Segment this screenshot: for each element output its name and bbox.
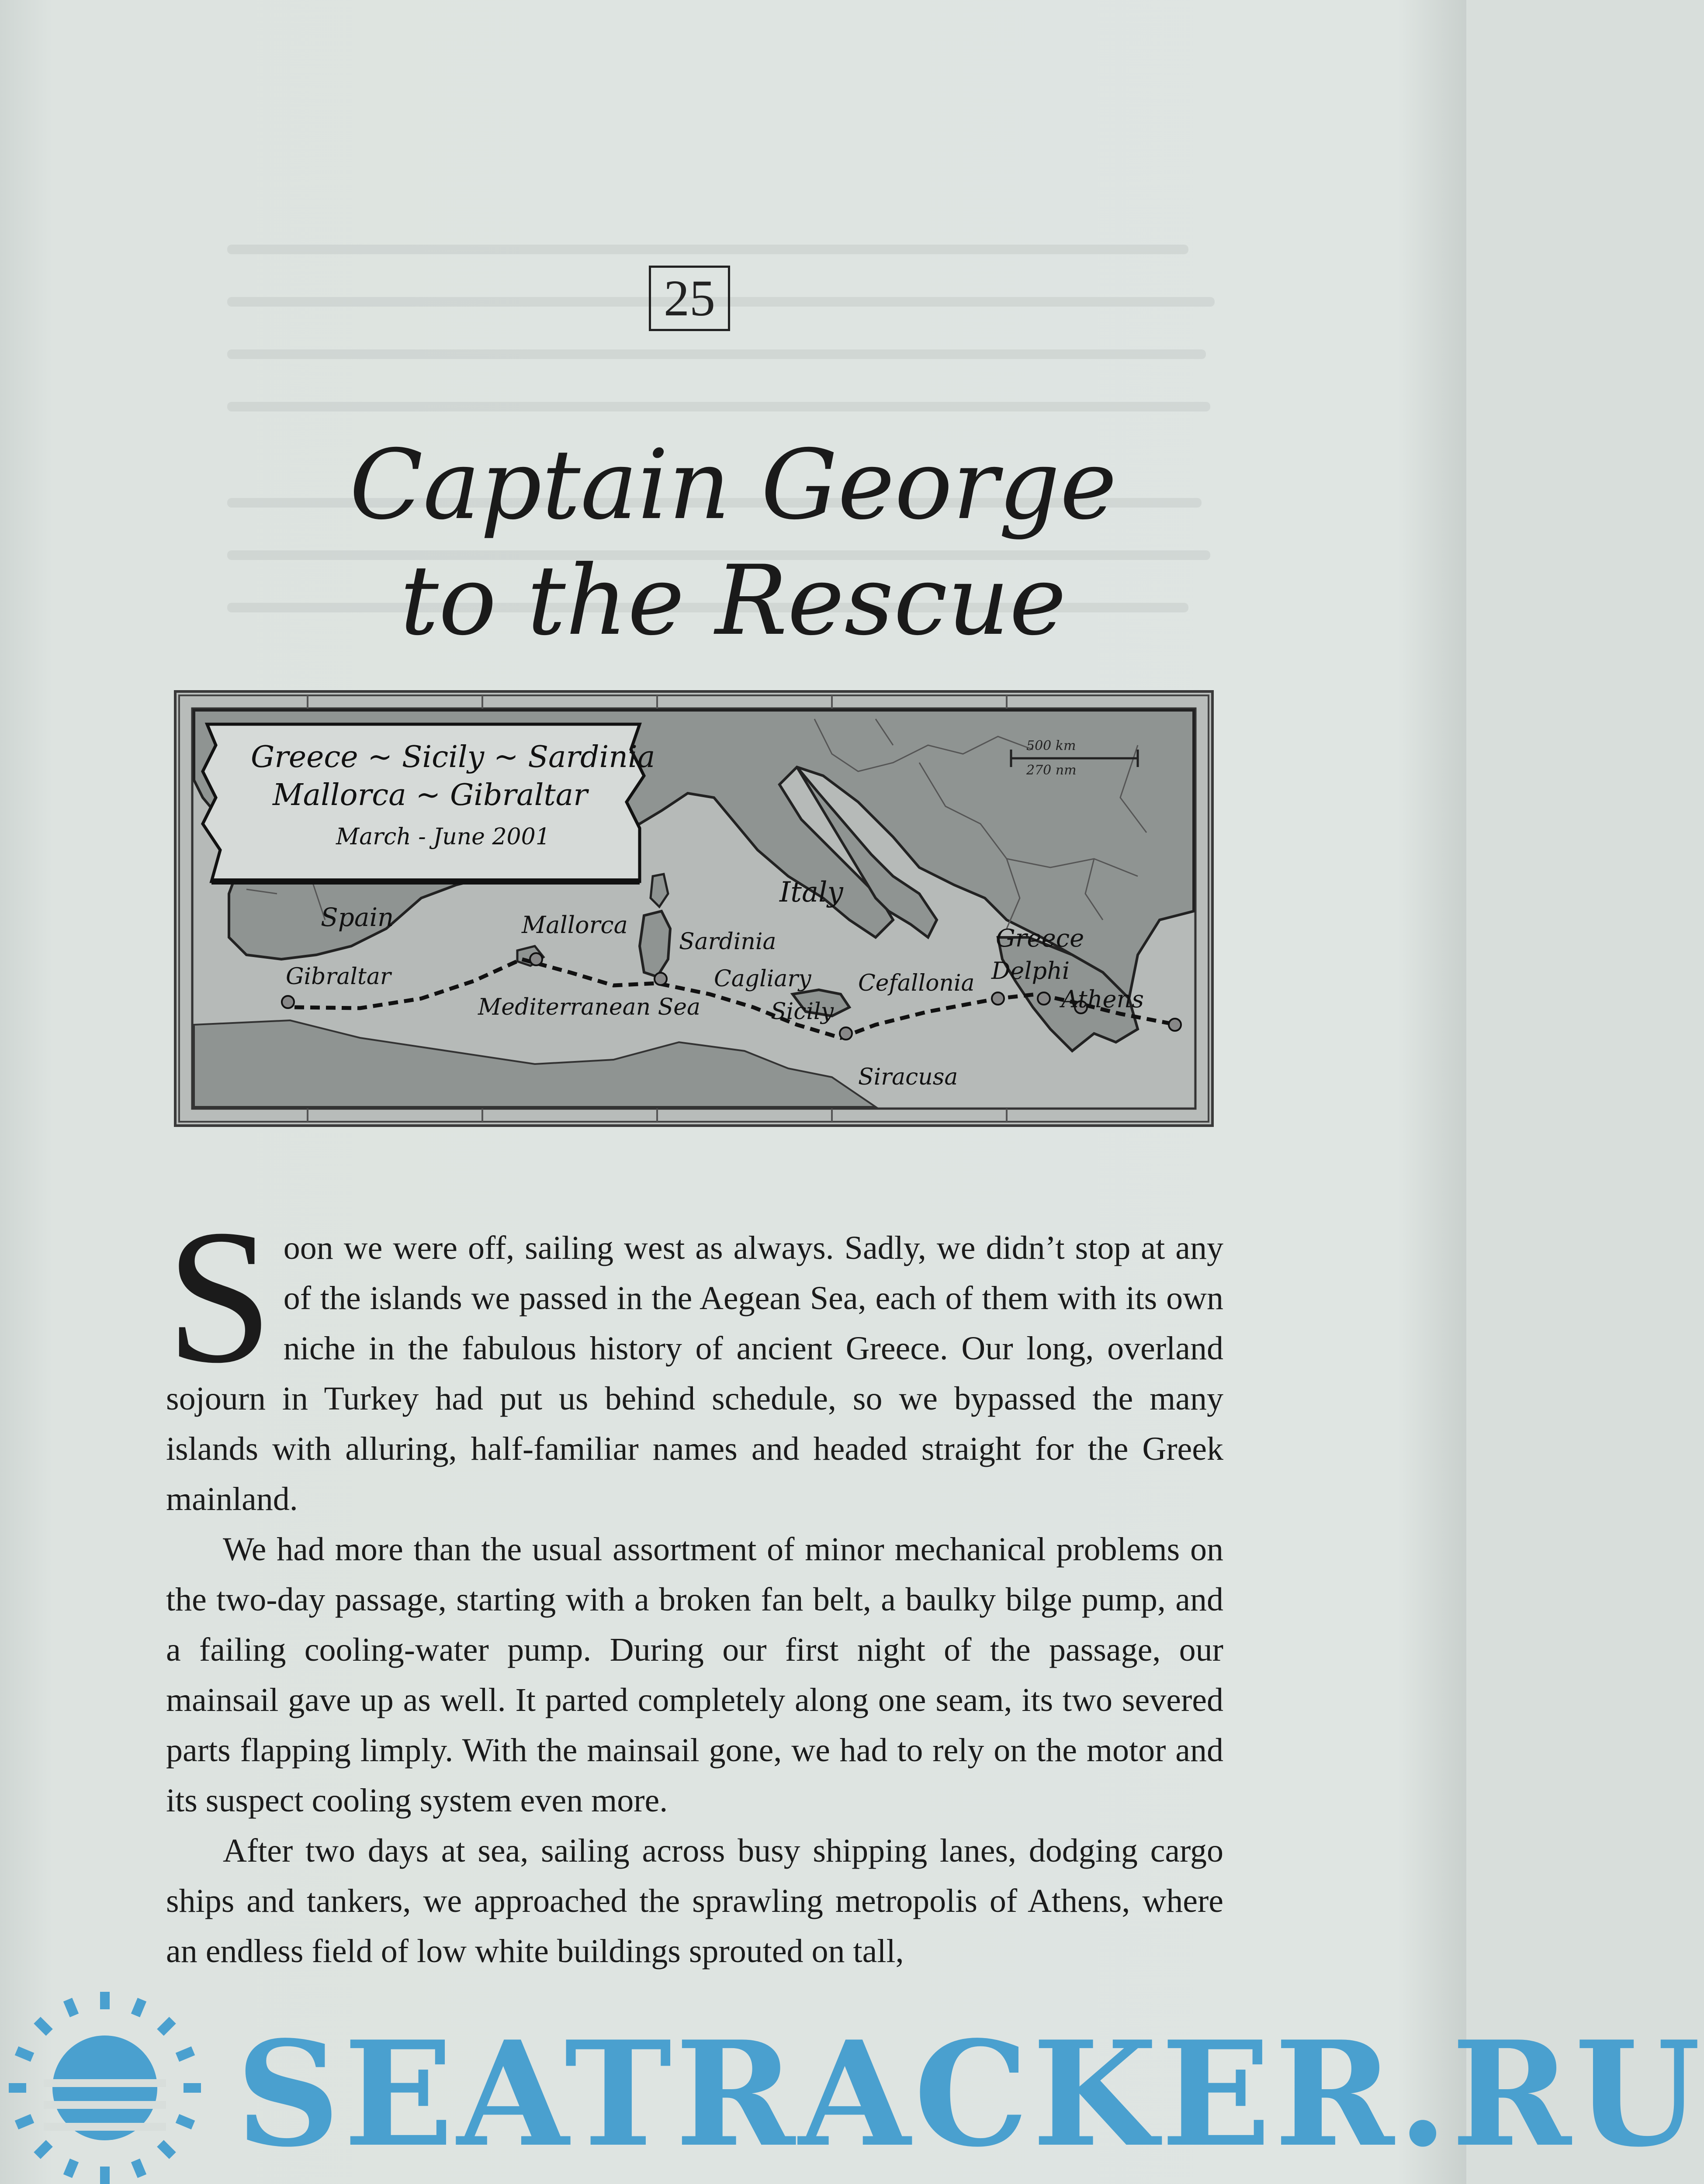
- map-label-siracusa: Siracusa: [858, 1064, 958, 1090]
- map-legend-dates: March - June 2001: [336, 824, 550, 850]
- paragraph-3: After two days at sea, sailing across busy shipping lanes, dodging cargo ships and tankers, we approached the sprawling metropolis of Athens, where an endless field of low white buildings sprouted on tall,: [166, 1832, 1223, 1970]
- bleed-through-line: [227, 349, 1206, 359]
- map-label-delphi: Delphi: [991, 957, 1070, 985]
- chapter-number: 25: [649, 266, 730, 331]
- map-label-sicily: Sicily: [771, 999, 834, 1025]
- map-label-athens: Athens: [1061, 985, 1144, 1013]
- paragraph-1-text: oon we were off, sailing west as always. Sadly, we didn’t stop at any of the islands we passed in the Aegean Sea, each of them with its own niche in the fabulous history of ancient Greece. Our long, overland sojourn in Turkey had put us behind schedule, so we bypassed the many islands with alluring, half-familiar names and headed straight for the Greek mainland.: [166, 1230, 1223, 1517]
- map-scale-km: 500 km: [1026, 738, 1076, 753]
- chapter-title-line-1: Captain George: [349, 429, 1117, 541]
- sun-burst-icon: [9, 1992, 201, 2184]
- map-label-mallorca: Mallorca: [522, 911, 628, 939]
- watermark-text: SEATRACKER.RU: [236, 2009, 1704, 2179]
- chapter-title-line-2: to the Rescue: [400, 545, 1067, 657]
- map-scale-nm: 270 nm: [1026, 763, 1077, 778]
- drop-cap: S: [166, 1190, 273, 1403]
- map-label-greece: Greece: [996, 924, 1084, 953]
- map-label-italy: Italy: [779, 876, 843, 909]
- paragraph-2: We had more than the usual assortment of minor mechanical problems on the two-day passage, starting with a broken fan belt, a baulky bilge pump, and a failing cooling-water pump. During our first night of the passage, our mainsail gave up as well. It parted completely along one seam, its two severed parts flapping limply. With the mainsail gone, we had to rely on the motor and its suspect cooling system even more.: [166, 1531, 1223, 1819]
- map-label-sardinia: Sardinia: [679, 929, 776, 955]
- bleed-through-line: [227, 402, 1210, 411]
- map-label-cefallonia: Cefallonia: [858, 970, 975, 996]
- map-label-mediterranean: Mediterranean Sea: [478, 994, 701, 1020]
- bleed-through-line: [227, 245, 1188, 254]
- paragraph-1: [166, 1190, 1223, 1524]
- map-label-gibraltar: Gibraltar: [286, 964, 391, 990]
- body-text: [166, 1190, 1223, 1977]
- map-label-spain: Spain: [321, 902, 394, 932]
- route-map: [174, 690, 1214, 1127]
- map-label-cagliary: Cagliary: [714, 966, 811, 992]
- map-legend-line-1: Greece ~ Sicily ~ Sardinia: [251, 740, 655, 774]
- map-legend-line-2: Mallorca ~ Gibraltar: [273, 778, 588, 812]
